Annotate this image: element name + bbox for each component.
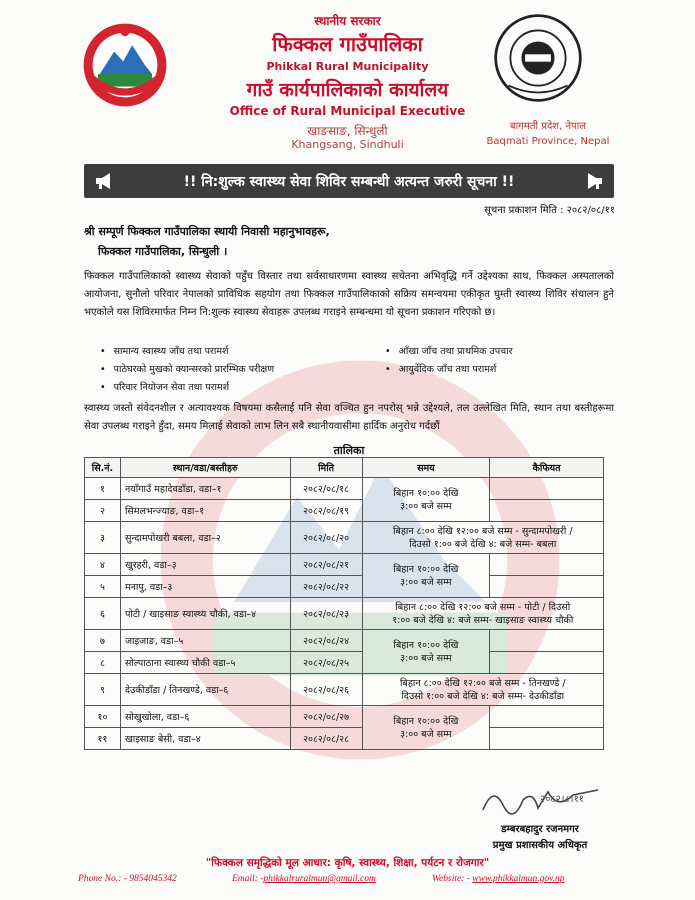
cell-date: २०८२/०८/२० xyxy=(290,522,362,554)
list-item: • पाठेघरको मुखको क्यान्सरको प्रारम्भिक परीक्षण xyxy=(100,362,274,375)
cell-time xyxy=(362,674,603,706)
cell-remarks xyxy=(490,500,604,522)
province-np: बागमती प्रदेश, नेपाल xyxy=(509,121,587,132)
col-header-place: स्थान/वडा/बस्तीहरु xyxy=(120,458,290,478)
notice-paragraph-1: फिक्कल गाउँपालिकाको स्वास्थ्य सेवाको पहुँच विस्तार तथा सर्वसाधारणमा स्वास्थ्य सचेतना अभिवृद्धि गर्ने उद्देश्यका साथ, फिक्कल अस्पतालको आयोजना, सुनौलो परिवार नेपालको प्राविधिक सहयोग तथा फिक्कल गाउँपालिकाको सक्रिय समन्वयमा एकीकृत घुम्ती स्वास्थ्य शिविर संचालन हुने भएकोले यस शिविरमार्फत निम्न नि:शुल्क स्वास्थ्य सेवाहरू उपलब्ध गराइने सम्बन्धमा यो सूचना प्रकाशन गरिएको छ। xyxy=(84,271,614,318)
time-line: दिउसो १:०० बजे देखि ४: बजे सम्म- बबला xyxy=(409,538,557,550)
email-label: Email: - xyxy=(232,874,264,884)
cell-place: नयाँगाउँ महादेवडाँडा, वडा–१ xyxy=(120,478,290,500)
office-name-np: गाउँ कार्यपालिकाको कार्यालय xyxy=(246,79,449,101)
col-header-date: मिति xyxy=(290,458,362,478)
list-item: • आँखा जाँच तथा प्राथमिक उपचार xyxy=(385,344,512,357)
email-link[interactable]: phikkalruralmun@gmail.com xyxy=(263,874,376,884)
time-line: बिहान १०:०० देखि xyxy=(393,487,459,499)
addressee-line-2: फिक्कल गाउँपालिका, सिन्धुली । xyxy=(98,245,228,258)
cell-date: २०८२/०८/२५ xyxy=(290,652,362,674)
signature-date: २०८२।८।११ xyxy=(540,794,584,805)
footer-website xyxy=(432,874,565,884)
local-government-label: स्थानीय सरकार xyxy=(314,14,381,28)
cell-date: २०८२/०८/२४ xyxy=(290,630,362,652)
col-header-remarks: कैफियत xyxy=(490,458,604,478)
cell-place: खुरहरी, वडा–३ xyxy=(120,554,290,576)
cell-remarks xyxy=(490,630,604,652)
cell-sn: ५ xyxy=(85,576,121,598)
table-caption: तालिका xyxy=(333,444,365,457)
notice-title-banner xyxy=(84,164,614,198)
signer-block xyxy=(460,822,620,854)
cell-remarks xyxy=(490,728,604,750)
cell-place: जाइजाङ, वडा–५ xyxy=(120,630,290,652)
cell-place: सोल्पाठाना स्वास्थ्य चौकी वडा–५ xyxy=(120,652,290,674)
cell-date: २०८२/०८/२३ xyxy=(290,598,362,630)
time-line: बिहान ८:०० देखि १२:०० बजे सम्म - सुन्दामपोखरी / xyxy=(392,525,573,537)
table-row xyxy=(85,500,604,522)
signature xyxy=(478,780,608,820)
province-en: Baqmati Province, Nepal xyxy=(486,136,610,147)
cell-time xyxy=(362,598,603,630)
cell-date: २०८२/०८/१८ xyxy=(290,478,362,500)
cell-sn: २ xyxy=(85,500,121,522)
megaphone-icon xyxy=(94,172,114,190)
cell-place: देउकीडाँडा / तिनखण्डे, वडा–६ xyxy=(120,674,290,706)
list-item: • परिवार नियोजन सेवा तथा परामर्श xyxy=(100,380,229,393)
table-row xyxy=(85,706,604,728)
signer-designation: प्रमुख प्रशासकीय अधिकृत xyxy=(492,840,588,851)
cell-sn: १० xyxy=(85,706,121,728)
cell-sn: ७ xyxy=(85,630,121,652)
cell-date: २०८२/०८/२७ xyxy=(290,706,362,728)
time-line: ३:०० बजे सम्म xyxy=(400,728,452,740)
footer-email xyxy=(232,874,376,884)
cell-remarks xyxy=(490,554,604,576)
table-row xyxy=(85,652,604,674)
place-en: Khangsang, Sindhuli xyxy=(291,138,404,151)
cell-sn: ८ xyxy=(85,652,121,674)
office-name-en: Office of Rural Municipal Executive xyxy=(229,104,466,118)
cell-time xyxy=(362,554,490,598)
cell-sn: ४ xyxy=(85,554,121,576)
website-link[interactable]: www.phikkalmun.gov.np xyxy=(472,874,565,884)
table-row xyxy=(85,478,604,500)
cell-time xyxy=(362,630,490,674)
time-line: ३:०० बजे सम्म xyxy=(400,500,452,512)
cell-time xyxy=(362,706,490,750)
cell-date: २०८२/०८/२१ xyxy=(290,554,362,576)
cell-date: २०८२/०८/२८ xyxy=(290,728,362,750)
website-label: Website: - xyxy=(432,874,470,884)
cell-place: खाइसाङ बेसी, वडा–४ xyxy=(120,728,290,750)
place-np: खाङसाङ, सिन्धुली xyxy=(307,124,388,138)
cell-remarks xyxy=(490,652,604,674)
cell-time xyxy=(362,478,490,522)
cell-place: मनापु, वडा–३ xyxy=(120,576,290,598)
cell-time xyxy=(362,522,603,554)
table-row xyxy=(85,554,604,576)
col-header-sn: सि.नं. xyxy=(85,458,121,478)
addressee xyxy=(84,222,330,262)
table-row xyxy=(85,630,604,652)
time-line: दिउसो १:०० बजे देखि ४: बजे सम्म- देउकीडाँडा xyxy=(401,690,565,702)
time-line: बिहान १०:०० देखि xyxy=(393,563,459,575)
megaphone-icon xyxy=(584,172,604,190)
signer-name: डम्बरबहादुर रजनमगर xyxy=(501,824,579,835)
cell-remarks xyxy=(490,478,604,500)
camp-schedule-table xyxy=(84,457,604,750)
cell-date: २०८२/०८/२२ xyxy=(290,576,362,598)
footer-slogan: "फिक्कल समृद्धिको मूल आधार: कृषि, स्वास्थ्य, शिक्षा, पर्यटन र रोजगार" xyxy=(205,857,490,869)
table-header-row xyxy=(85,458,604,478)
time-line: बिहान १०:०० देखि xyxy=(393,639,459,651)
table-row xyxy=(85,598,604,630)
time-line: ३:०० बजे सम्म xyxy=(400,652,452,664)
time-line: बिहान ८:०० देखि १२:०० बजे सम्म - पोटी / दिउसो xyxy=(395,601,571,613)
municipality-name-np: फिक्कल गाउँपालिका xyxy=(272,32,423,56)
cell-sn: १ xyxy=(85,478,121,500)
time-line: बिहान १०:०० देखि xyxy=(393,715,459,727)
cell-place: सुन्दामपोखरी बबला, वडा–२ xyxy=(120,522,290,554)
cell-date: २०८२/०८/२६ xyxy=(290,674,362,706)
cell-place: सोखुखोला, वडा–६ xyxy=(120,706,290,728)
table-row xyxy=(85,522,604,554)
time-line: बिहान ८:०० देखि १२:०० बजे सम्म - तिनखण्डे / xyxy=(399,677,566,689)
phone-number: 9854045342 xyxy=(129,874,177,884)
list-item: • आयुर्वेदिक जाँच तथा परामर्श xyxy=(385,362,496,375)
cell-date: २०८२/०८/१९ xyxy=(290,500,362,522)
cell-place: सिमलभन्ज्याङ, वडा–१ xyxy=(120,500,290,522)
time-line: १:०० बजे देखि ४: बजे सम्म- खाइसाङ स्वास्थ्य चौकी xyxy=(392,614,574,626)
publication-date: सूचना प्रकाशन मिति : २०८२/०८/११ xyxy=(484,205,615,216)
cell-place: पोटी / खाइसाङ स्वास्थ्य चौकी, वडा–४ xyxy=(120,598,290,630)
table-row xyxy=(85,674,604,706)
addressee-line-1: श्री सम्पूर्ण फिक्कल गाउँपालिका स्थायी निवासी महानुभावहरू, xyxy=(84,225,330,238)
list-item: • सामान्य स्वास्थ्य जाँच तथा परामर्श xyxy=(100,344,229,357)
cell-sn: ६ xyxy=(85,598,121,630)
footer-phone xyxy=(78,874,177,884)
table-row xyxy=(85,576,604,598)
col-header-time: समय xyxy=(362,458,490,478)
cell-sn: ११ xyxy=(85,728,121,750)
cell-sn: ३ xyxy=(85,522,121,554)
cell-remarks xyxy=(490,706,604,728)
cell-remarks xyxy=(490,576,604,598)
notice-paragraph-2: स्वास्थ्य जस्तो संवेदनशील र अत्यावश्यक विषयमा कसैलाई पनि सेवा वञ्चित हुन नपरोस् भन्ने उद्देश्यले, तल उल्लेखित मिति, स्थान तथा बस्तीहरूमा सेवा उपलब्ध गराइने हुँदा, समय मिलाई सेवाको लाभ लिन सबै स्थानीयवासीमा हार्दिक अनुरोध गर्दछौं xyxy=(84,403,614,432)
table-row xyxy=(85,728,604,750)
phone-label: Phone No.: - xyxy=(78,874,127,884)
time-line: ३:०० बजे सम्म xyxy=(400,576,452,588)
notice-title: !! नि:शुल्क स्वास्थ्य सेवा शिविर सम्बन्धी अत्यन्त जरुरी सूचना !! xyxy=(183,173,515,190)
cell-sn: ९ xyxy=(85,674,121,706)
municipality-name-en: Phikkal Rural Municipality xyxy=(266,60,429,73)
